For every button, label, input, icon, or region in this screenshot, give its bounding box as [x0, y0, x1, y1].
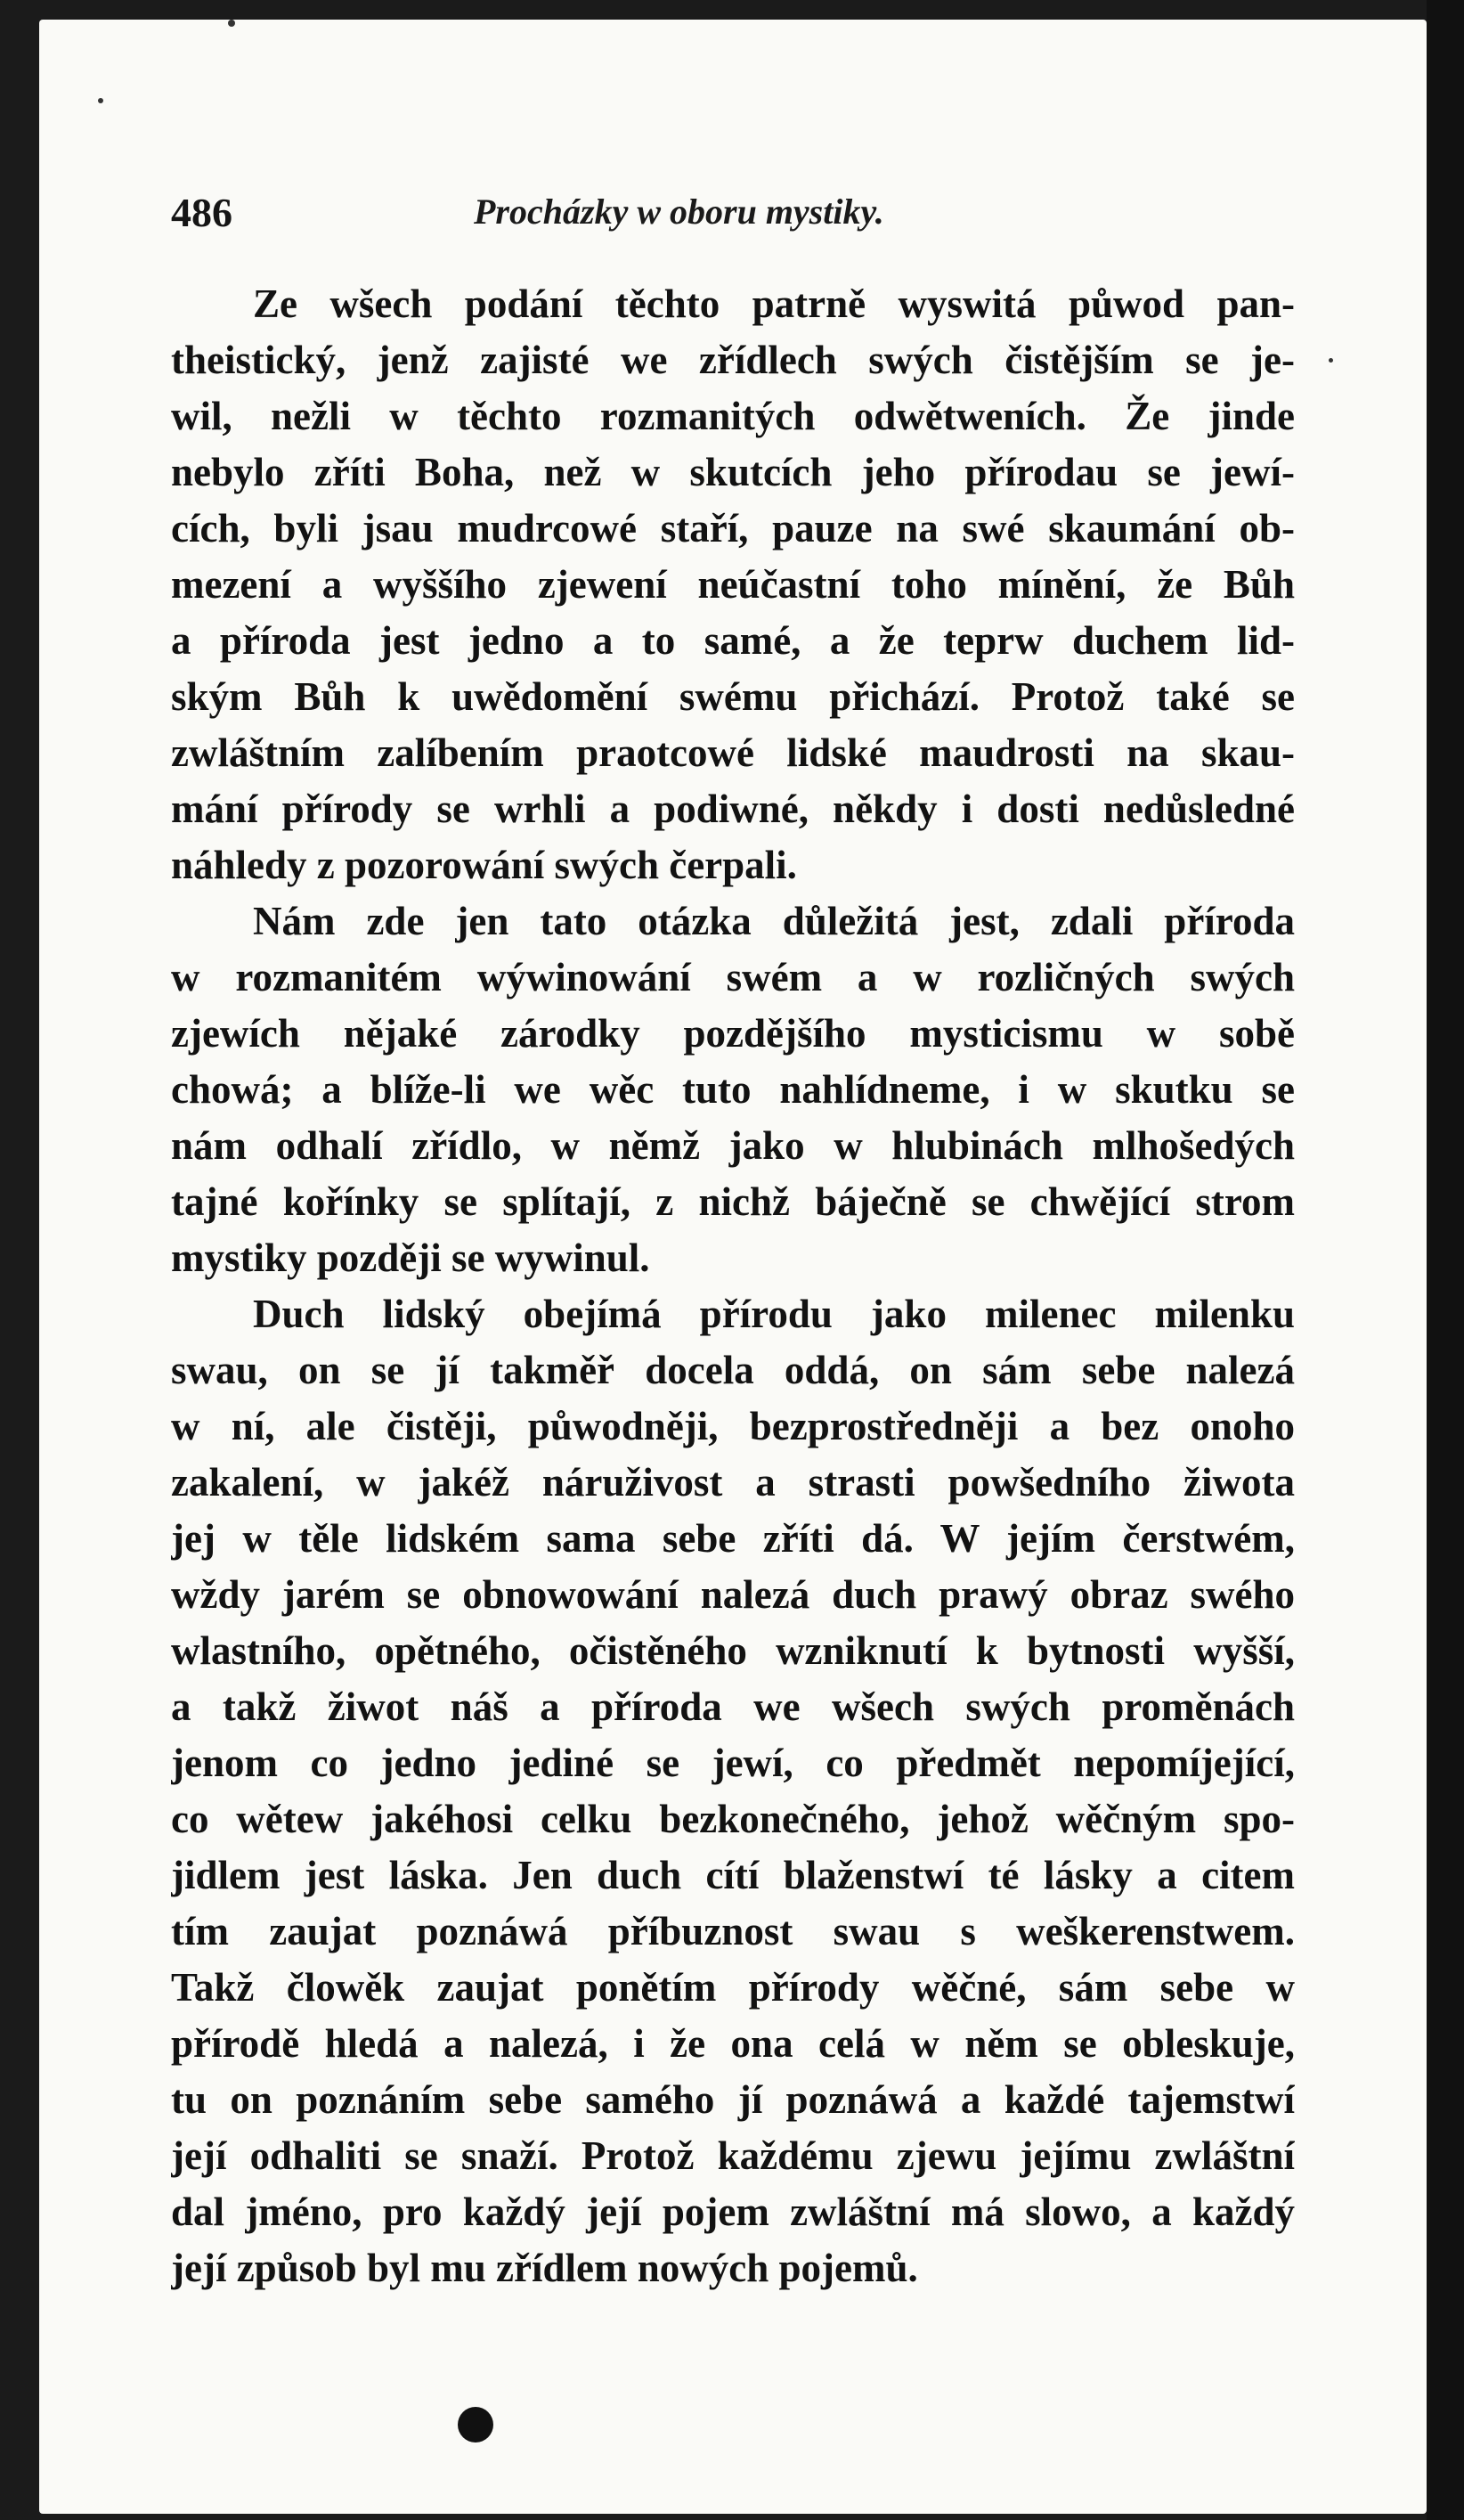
- text-line: Ze wšech podání těchto patrně wyswitá půwod pan-: [253, 281, 1295, 326]
- page-header: [171, 189, 1026, 251]
- text-line: tajné kořínky se splítají, z nichž báječně se chwějící strom: [171, 1179, 1295, 1224]
- text-line: její způsob byl mu zřídlem nowých pojemů.: [171, 2246, 918, 2290]
- text-line: theistický, jenž zajisté we zřídlech swých čistějším se je-: [171, 338, 1295, 382]
- text-line: cích, byli jsau mudrcowé staří, pauze na swé skaumání ob-: [171, 506, 1295, 550]
- print-speck: [98, 98, 103, 103]
- text-line: zjewích nějaké zárodky pozdějšího mysticismu w sobě: [171, 1011, 1295, 1056]
- body-text: [171, 276, 1295, 2296]
- paragraph: [171, 1286, 1295, 2296]
- print-speck: [228, 20, 235, 27]
- text-line: jej w těle lidském sama sebe zříti dá. W jejím čerstwém,: [171, 1516, 1295, 1561]
- text-line: mání přírody se wrhli a podiwné, někdy i dosti nedůsledné: [171, 787, 1295, 831]
- text-line: chowá; a blíže-li we wěc tuto nahlídneme, i w skutku se: [171, 1067, 1295, 1112]
- text-line: a takž žiwot náš a příroda we wšech swých proměnách: [171, 1684, 1295, 1729]
- scan-edge: [1427, 0, 1464, 2520]
- text-line: dal jméno, pro každý její pojem zwláštní má slowo, a každý: [171, 2190, 1295, 2234]
- paragraph: [171, 893, 1295, 1286]
- text-line: mezení a wyššího zjewení neúčastní toho mínění, že Bůh: [171, 562, 1295, 607]
- text-line: wždy jarém se obnowowání nalezá duch prawý obraz swého: [171, 1572, 1295, 1617]
- ink-spot: [458, 2407, 493, 2443]
- text-line: nám odhalí zřídlo, w němž jako w hlubinách mlhošedých: [171, 1123, 1295, 1168]
- running-title: Procházky w oboru mystiky.: [474, 192, 884, 232]
- text-line: nebylo zříti Boha, než w skutcích jeho přírodau se jewí-: [171, 450, 1295, 494]
- text-line: w rozmanitém wýwinowání swém a w rozličných swých: [171, 955, 1295, 999]
- text-line: swau, on se jí takměř docela oddá, on sám sebe nalezá: [171, 1348, 1295, 1392]
- text-line: Duch lidský obejímá přírodu jako milenec milenku: [253, 1292, 1295, 1336]
- text-line: přírodě hledá a nalezá, i že ona celá w něm se obleskuje,: [171, 2021, 1295, 2066]
- text-line: zwláštním zalíbením praotcowé lidské maudrosti na skau-: [171, 730, 1295, 775]
- text-line: mystiky později se wywinul.: [171, 1236, 650, 1280]
- text-line: tím zaujat poznáwá příbuznost swau s weškerenstwem.: [171, 1909, 1295, 1953]
- text-line: tu on poznáním sebe samého jí poznáwá a každé tajemstwí: [171, 2077, 1295, 2122]
- text-line: zakalení, w jakéž náruživost a strasti powšedního žiwota: [171, 1460, 1295, 1505]
- text-line: jidlem jest láska. Jen duch cítí blaženstwí té lásky a citem: [171, 1853, 1295, 1897]
- text-line: wil, nežli w těchto rozmanitých odwětweních. Že jinde: [171, 394, 1295, 438]
- text-line: a příroda jest jedno a to samé, a že teprw duchem lid-: [171, 618, 1295, 663]
- paragraph: [171, 276, 1295, 893]
- text-line: Takž člowěk zaujat ponětím přírody wěčné, sám sebe w: [171, 1965, 1295, 2010]
- text-line: w ní, ale čistěji, půwodněji, bezprostředněji a bez onoho: [171, 1404, 1295, 1448]
- text-line: její odhaliti se snaží. Protož každému zjewu jejímu zwláštní: [171, 2133, 1295, 2178]
- book-page: [39, 20, 1427, 2514]
- text-line: wlastního, opětného, očistěného wzniknutí k bytnosti wyšší,: [171, 1628, 1295, 1673]
- text-line: co wětew jakéhosi celku bezkonečného, jehož wěčným spo-: [171, 1797, 1295, 1841]
- print-speck: [1329, 358, 1333, 363]
- text-line: jenom co jedno jediné se jewí, co předmět nepomíjející,: [171, 1741, 1295, 1785]
- text-line: Nám zde jen tato otázka důležitá jest, zdali příroda: [253, 899, 1295, 943]
- page-number: 486: [171, 190, 232, 235]
- text-line: ským Bůh k uwědomění swému přichází. Protož také se: [171, 674, 1295, 719]
- text-line: náhledy z pozorowání swých čerpali.: [171, 843, 797, 887]
